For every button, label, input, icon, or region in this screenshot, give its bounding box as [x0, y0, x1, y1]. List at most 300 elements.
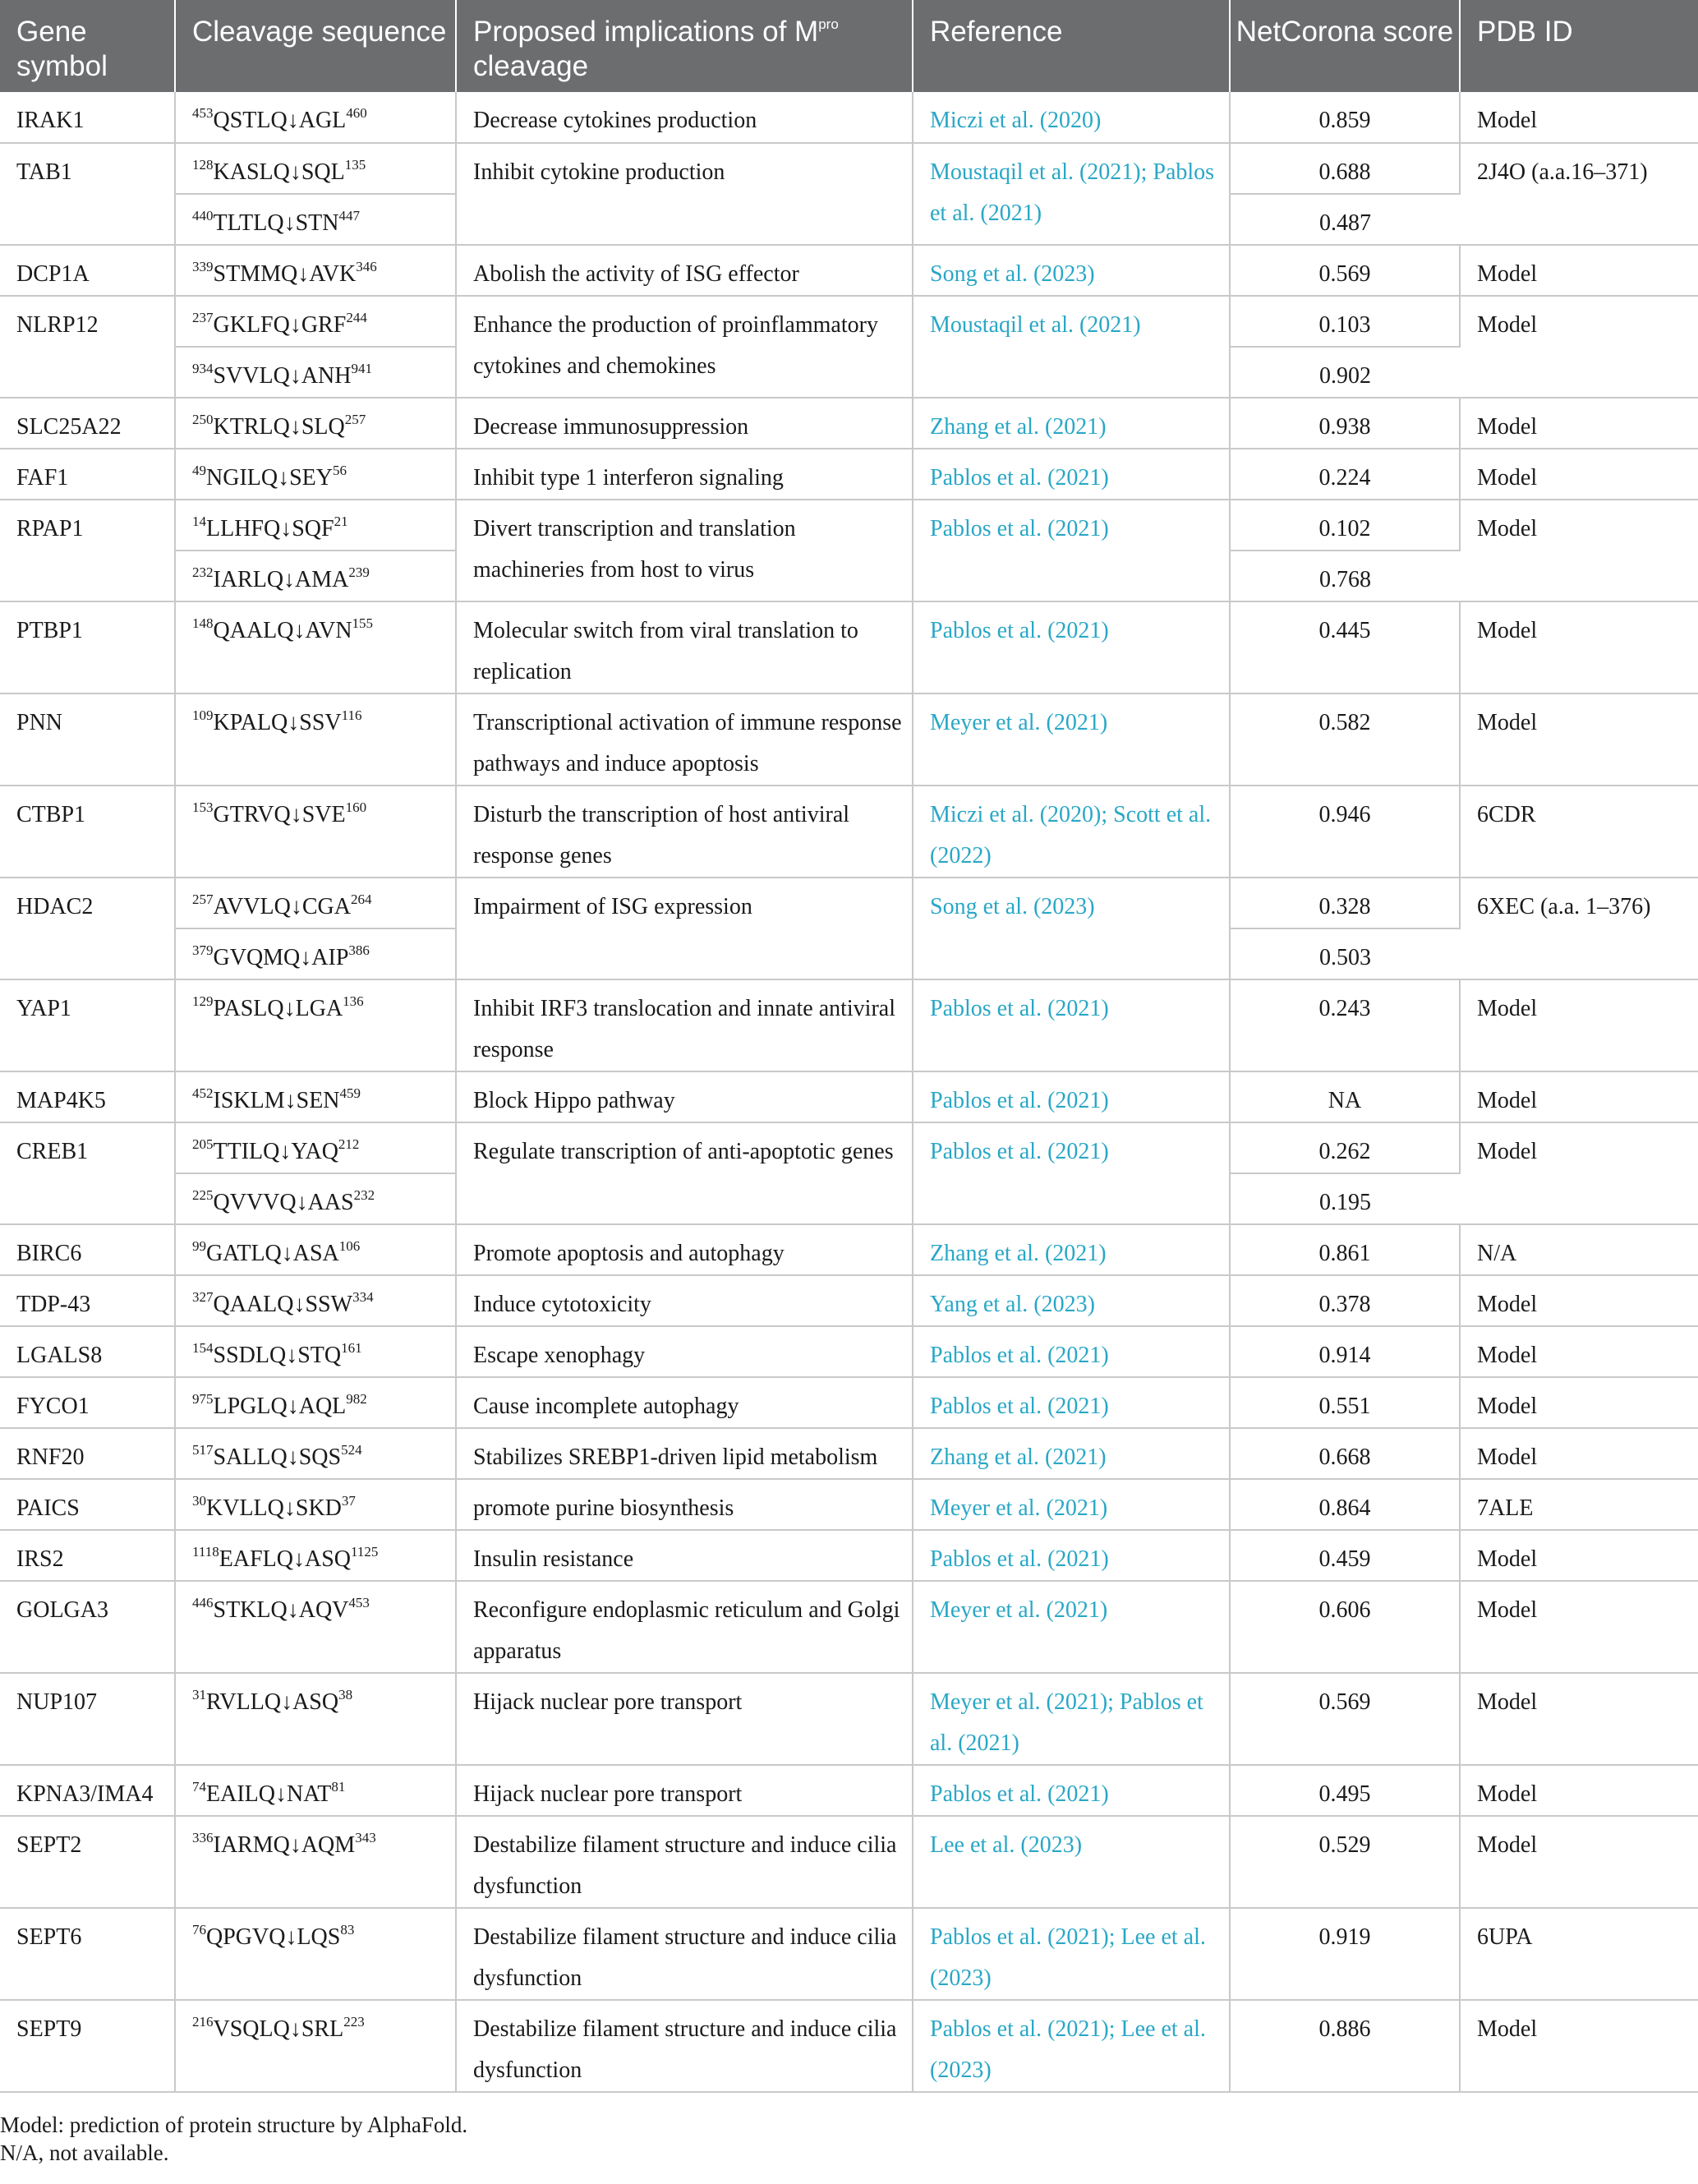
implication-cell: Escape xenophagy — [456, 1326, 913, 1377]
cleavage-site: GVQMQ↓AIP — [213, 945, 349, 970]
gene-symbol-cell: KPNA3/IMA4 — [0, 1765, 175, 1816]
end-position: 257 — [344, 411, 366, 427]
end-position: 524 — [341, 1441, 362, 1458]
implication-cell: Cause incomplete autophagy — [456, 1377, 913, 1428]
cleavage-sequence-cell — [175, 449, 456, 500]
header-implications: Proposed implications of $M^{pro}$ cleavage — [456, 0, 913, 92]
reference-cell: Zhang et al. (2021) — [913, 1428, 1230, 1479]
gene-symbol-cell: SEPT6 — [0, 1908, 175, 2000]
table-row — [0, 786, 1698, 878]
cleavage-site: EAILQ↓NAT — [206, 1781, 332, 1807]
cleavage-sequence-cell — [175, 194, 456, 245]
pdb-id-cell: Model — [1460, 2000, 1698, 2092]
start-position: 975 — [192, 1390, 214, 1407]
netcorona-score-cell: 0.459 — [1230, 1530, 1460, 1581]
gene-symbol-cell: NUP107 — [0, 1673, 175, 1765]
gene-symbol-cell: SLC25A22 — [0, 398, 175, 449]
cleavage-site: QAALQ↓SSW — [213, 1292, 353, 1317]
end-position: 83 — [340, 1921, 355, 1937]
cleavage-site: QVVVQ↓AAS — [213, 1190, 354, 1215]
cleavage-site: KASLQ↓SQL — [213, 159, 345, 185]
cleavage-site: GTRVQ↓SVE — [213, 802, 346, 827]
start-position: 49 — [192, 462, 206, 478]
table-row — [0, 1479, 1698, 1530]
pdb-id-cell: Model — [1460, 693, 1698, 786]
end-position: 386 — [348, 942, 370, 958]
start-position: 148 — [192, 615, 214, 631]
gene-symbol-cell: NLRP12 — [0, 296, 175, 398]
start-position: 30 — [192, 1492, 206, 1509]
netcorona-score-cell: 0.529 — [1230, 1816, 1460, 1908]
implication-cell: Enhance the production of proinflammatory cytokines and chemokines — [456, 296, 913, 398]
start-position: 154 — [192, 1339, 214, 1356]
gene-symbol-cell: RNF20 — [0, 1428, 175, 1479]
reference-cell: Pablos et al. (2021) — [913, 979, 1230, 1071]
table-row — [0, 1275, 1698, 1326]
end-position: 161 — [341, 1339, 362, 1356]
netcorona-score-cell: 0.768 — [1230, 551, 1460, 601]
cleavage-sequence-cell — [175, 1122, 456, 1173]
implication-cell: Destabilize filament structure and induce cilia dysfunction — [456, 1816, 913, 1908]
start-position: 257 — [192, 891, 214, 907]
cleavage-sequence-cell — [175, 1326, 456, 1377]
implication-cell: Abolish the activity of ISG effector — [456, 245, 913, 296]
header-gene-symbol: Gene symbol — [0, 0, 175, 92]
start-position: 225 — [192, 1186, 214, 1203]
gene-symbol-cell: PTBP1 — [0, 601, 175, 693]
end-position: 447 — [338, 207, 360, 223]
end-position: 244 — [346, 309, 367, 325]
implication-cell: Block Hippo pathway — [456, 1071, 913, 1122]
cleavage-sequence-cell — [175, 1173, 456, 1224]
cleavage-sequence-cell — [175, 1673, 456, 1765]
netcorona-score-cell: 0.103 — [1230, 296, 1460, 347]
start-position: 446 — [192, 1594, 214, 1610]
end-position: 212 — [338, 1136, 360, 1152]
netcorona-score-cell: 0.195 — [1230, 1173, 1460, 1224]
pdb-id-cell: 2J4O (a.a.16–371) — [1460, 143, 1698, 245]
cleavage-site: KVLLQ↓SKD — [206, 1495, 342, 1521]
pdb-id-cell: Model — [1460, 1530, 1698, 1581]
implication-cell: Insulin resistance — [456, 1530, 913, 1581]
end-position: 453 — [348, 1594, 370, 1610]
gene-symbol-cell: IRS2 — [0, 1530, 175, 1581]
end-position: 135 — [344, 156, 366, 173]
reference-cell: Pablos et al. (2021) — [913, 1377, 1230, 1428]
gene-symbol-cell: SEPT9 — [0, 2000, 175, 2092]
table-row — [0, 449, 1698, 500]
header-row — [0, 0, 1698, 92]
cleavage-sequence-cell — [175, 143, 456, 194]
table-row — [0, 500, 1698, 551]
cleavage-site: NGILQ↓SEY — [206, 465, 333, 491]
cleavage-site: STKLQ↓AQV — [213, 1597, 349, 1623]
cleavage-site: TLTLQ↓STN — [213, 210, 339, 236]
netcorona-score-cell: 0.861 — [1230, 1224, 1460, 1275]
pdb-id-cell: Model — [1460, 601, 1698, 693]
reference-cell: Pablos et al. (2021) — [913, 1765, 1230, 1816]
pdb-id-cell: Model — [1460, 398, 1698, 449]
reference-cell: Meyer et al. (2021) — [913, 1479, 1230, 1530]
reference-cell: Meyer et al. (2021) — [913, 1581, 1230, 1673]
cleavage-site: LLHFQ↓SQF — [206, 516, 334, 541]
cleavage-sequence-cell — [175, 551, 456, 601]
netcorona-score-cell: 0.886 — [1230, 2000, 1460, 2092]
netcorona-score-cell: 0.938 — [1230, 398, 1460, 449]
header-netcorona-score: NetCorona score — [1230, 0, 1460, 92]
netcorona-score-cell: 0.688 — [1230, 143, 1460, 194]
netcorona-score-cell: 0.582 — [1230, 693, 1460, 786]
cleavage-sequence-cell — [175, 1071, 456, 1122]
netcorona-score-cell: 0.102 — [1230, 500, 1460, 551]
netcorona-score-cell: 0.495 — [1230, 1765, 1460, 1816]
implication-cell: Transcriptional activation of immune response pathways and induce apoptosis — [456, 693, 913, 786]
gene-symbol-cell: YAP1 — [0, 979, 175, 1071]
end-position: 343 — [355, 1829, 376, 1845]
table-row — [0, 878, 1698, 928]
pdb-id-cell: Model — [1460, 1673, 1698, 1765]
table-row — [0, 245, 1698, 296]
reference-cell: Pablos et al. (2021) — [913, 1122, 1230, 1224]
gene-symbol-cell: CREB1 — [0, 1122, 175, 1224]
table-row — [0, 1377, 1698, 1428]
cleavage-sequence-cell — [175, 979, 456, 1071]
cleavage-site: PASLQ↓LGA — [213, 996, 343, 1021]
implication-cell: Disturb the transcription of host antiviral response genes — [456, 786, 913, 878]
cleavage-site: EAFLQ↓ASQ — [219, 1546, 351, 1572]
netcorona-score-cell: 0.914 — [1230, 1326, 1460, 1377]
reference-cell: Miczi et al. (2020); Scott et al. (2022) — [913, 786, 1230, 878]
start-position: 339 — [192, 258, 214, 274]
pdb-id-cell: Model — [1460, 1428, 1698, 1479]
gene-symbol-cell: RPAP1 — [0, 500, 175, 601]
end-position: 136 — [343, 993, 364, 1009]
netcorona-score-cell: NA — [1230, 1071, 1460, 1122]
netcorona-score-cell: 0.445 — [1230, 601, 1460, 693]
gene-symbol-cell: FAF1 — [0, 449, 175, 500]
start-position: 14 — [192, 513, 206, 529]
pdb-id-cell: Model — [1460, 1377, 1698, 1428]
table-row — [0, 1816, 1698, 1908]
gene-symbol-cell: PAICS — [0, 1479, 175, 1530]
cleavage-sequence-cell — [175, 1765, 456, 1816]
cleavage-site: SVVLQ↓ANH — [213, 363, 352, 389]
netcorona-score-cell: 0.864 — [1230, 1479, 1460, 1530]
cleavage-site: ISKLM↓SEN — [213, 1088, 340, 1113]
implication-cell: Destabilize filament structure and induce cilia dysfunction — [456, 1908, 913, 2000]
table-row — [0, 143, 1698, 194]
pdb-id-cell: Model — [1460, 1765, 1698, 1816]
netcorona-score-cell: 0.946 — [1230, 786, 1460, 878]
table-body — [0, 92, 1698, 2092]
gene-symbol-cell: LGALS8 — [0, 1326, 175, 1377]
cleavage-sequence-cell — [175, 1581, 456, 1673]
netcorona-score-cell: 0.919 — [1230, 1908, 1460, 2000]
end-position: 1125 — [350, 1543, 379, 1560]
reference-cell: Pablos et al. (2021); Lee et al. (2023) — [913, 2000, 1230, 2092]
reference-cell: Meyer et al. (2021) — [913, 693, 1230, 786]
start-position: 129 — [192, 993, 214, 1009]
cleavage-sequence-cell — [175, 1377, 456, 1428]
implication-cell: Promote apoptosis and autophagy — [456, 1224, 913, 1275]
cleavage-sequence-cell — [175, 347, 456, 398]
implication-cell: Inhibit cytokine production — [456, 143, 913, 245]
cleavage-sequence-cell — [175, 1479, 456, 1530]
cleavage-sequence-cell — [175, 500, 456, 551]
end-position: 239 — [348, 564, 370, 580]
reference-cell: Lee et al. (2023) — [913, 1816, 1230, 1908]
cleavage-site: GATLQ↓ASA — [206, 1241, 339, 1266]
pdb-id-cell: Model — [1460, 1071, 1698, 1122]
start-position: 216 — [192, 2013, 214, 2030]
start-position: 74 — [192, 1778, 206, 1795]
pdb-id-cell: Model — [1460, 1326, 1698, 1377]
table-row — [0, 1326, 1698, 1377]
start-position: 232 — [192, 564, 214, 580]
cleavage-sequence-cell — [175, 693, 456, 786]
implication-cell: Hijack nuclear pore transport — [456, 1673, 913, 1765]
netcorona-score-cell: 0.224 — [1230, 449, 1460, 500]
pdb-id-cell: Model — [1460, 1816, 1698, 1908]
table-row — [0, 1673, 1698, 1765]
gene-symbol-cell: DCP1A — [0, 245, 175, 296]
gene-symbol-cell: IRAK1 — [0, 92, 175, 143]
pdb-id-cell: Model — [1460, 1122, 1698, 1224]
cleavage-sequence-cell — [175, 1428, 456, 1479]
reference-cell: Zhang et al. (2021) — [913, 1224, 1230, 1275]
netcorona-score-cell: 0.378 — [1230, 1275, 1460, 1326]
cleavage-sequence-cell — [175, 786, 456, 878]
gene-symbol-cell: GOLGA3 — [0, 1581, 175, 1673]
implication-cell: Decrease cytokines production — [456, 92, 913, 143]
reference-cell: Zhang et al. (2021) — [913, 398, 1230, 449]
end-position: 106 — [338, 1237, 361, 1254]
gene-symbol-cell: PNN — [0, 693, 175, 786]
netcorona-score-cell: 0.859 — [1230, 92, 1460, 143]
cleavage-sequence-cell — [175, 1816, 456, 1908]
table-row — [0, 1530, 1698, 1581]
cleavage-sequence-cell — [175, 2000, 456, 2092]
start-position: 31 — [192, 1686, 206, 1703]
netcorona-score-cell: 0.668 — [1230, 1428, 1460, 1479]
netcorona-score-cell: 0.569 — [1230, 245, 1460, 296]
table-row — [0, 92, 1698, 143]
cleavage-site: STMMQ↓AVK — [213, 261, 357, 287]
end-position: 941 — [351, 360, 372, 376]
cleavage-sequence-cell — [175, 92, 456, 143]
implication-cell: Hijack nuclear pore transport — [456, 1765, 913, 1816]
gene-symbol-cell: TDP-43 — [0, 1275, 175, 1326]
gene-symbol-cell: HDAC2 — [0, 878, 175, 979]
netcorona-score-cell: 0.328 — [1230, 878, 1460, 928]
cleavage-sequence-cell — [175, 1275, 456, 1326]
start-position: 934 — [192, 360, 214, 376]
header-pdb-id: PDB ID — [1460, 0, 1698, 92]
netcorona-score-cell: 0.902 — [1230, 347, 1460, 398]
gene-symbol-cell: TAB1 — [0, 143, 175, 245]
start-position: 250 — [192, 411, 214, 427]
end-position: 346 — [356, 258, 377, 274]
netcorona-score-cell: 0.262 — [1230, 1122, 1460, 1173]
pdb-id-cell: Model — [1460, 92, 1698, 143]
end-position: 81 — [331, 1778, 346, 1795]
start-position: 1118 — [192, 1543, 219, 1560]
start-position: 237 — [192, 309, 214, 325]
table-row — [0, 1224, 1698, 1275]
implication-cell: Reconfigure endoplasmic reticulum and Golgi apparatus — [456, 1581, 913, 1673]
implication-cell: Regulate transcription of anti-apoptotic genes — [456, 1122, 913, 1224]
cleavage-site: VSQLQ↓SRL — [213, 2016, 344, 2042]
table-row — [0, 1122, 1698, 1173]
netcorona-score-cell: 0.551 — [1230, 1377, 1460, 1428]
reference-cell: Pablos et al. (2021) — [913, 449, 1230, 500]
cleavage-site: KPALQ↓SSV — [213, 710, 342, 735]
cleavage-site: IARMQ↓AQM — [213, 1832, 356, 1858]
pdb-id-cell: Model — [1460, 245, 1698, 296]
implication-cell: Destabilize filament structure and induce cilia dysfunction — [456, 2000, 913, 2092]
gene-symbol-cell: BIRC6 — [0, 1224, 175, 1275]
cleavage-sequence-cell — [175, 878, 456, 928]
cleavage-site: SSDLQ↓STQ — [213, 1343, 342, 1368]
start-position: 76 — [192, 1921, 206, 1937]
implication-cell: promote purine biosynthesis — [456, 1479, 913, 1530]
reference-cell: Song et al. (2023) — [913, 878, 1230, 979]
cleavage-sequence-cell — [175, 1908, 456, 2000]
cleavage-sequence-cell — [175, 398, 456, 449]
pdb-id-cell: N/A — [1460, 1224, 1698, 1275]
reference-cell: Pablos et al. (2021) — [913, 1071, 1230, 1122]
cleavage-site: KTRLQ↓SLQ — [213, 414, 345, 440]
cleavage-sequence-cell — [175, 601, 456, 693]
table-row — [0, 2000, 1698, 2092]
gene-symbol-cell: SEPT2 — [0, 1816, 175, 1908]
table-row — [0, 1581, 1698, 1673]
start-position: 336 — [192, 1829, 214, 1845]
gene-symbol-cell: CTBP1 — [0, 786, 175, 878]
footnote-model: Model: prediction of protein structure by AlphaFold. — [0, 2113, 468, 2137]
reference-cell: Pablos et al. (2021); Lee et al. (2023) — [913, 1908, 1230, 2000]
gene-symbol-cell: FYCO1 — [0, 1377, 175, 1428]
implication-cell: Impairment of ISG expression — [456, 878, 913, 979]
cleavage-sequence-cell — [175, 296, 456, 347]
start-position: 109 — [192, 707, 214, 723]
reference-cell: Yang et al. (2023) — [913, 1275, 1230, 1326]
implication-cell: Molecular switch from viral translation to replication — [456, 601, 913, 693]
pdb-id-cell: 6XEC (a.a. 1–376) — [1460, 878, 1698, 979]
cleavage-site: SALLQ↓SQS — [213, 1444, 342, 1470]
implication-cell: Inhibit type 1 interferon signaling — [456, 449, 913, 500]
end-position: 459 — [339, 1085, 361, 1101]
start-position: 453 — [192, 104, 214, 121]
end-position: 460 — [346, 104, 367, 121]
reference-cell: Pablos et al. (2021) — [913, 1326, 1230, 1377]
footnote-na: N/A, not available. — [0, 2140, 169, 2165]
start-position: 440 — [192, 207, 214, 223]
cleavage-sequence-cell — [175, 1530, 456, 1581]
end-position: 982 — [346, 1390, 367, 1407]
end-position: 334 — [352, 1288, 374, 1305]
start-position: 205 — [192, 1136, 214, 1152]
netcorona-score-cell: 0.569 — [1230, 1673, 1460, 1765]
pdb-id-cell: Model — [1460, 1581, 1698, 1673]
reference-cell: Pablos et al. (2021) — [913, 1530, 1230, 1581]
start-position: 99 — [192, 1237, 206, 1254]
implication-cell: Divert transcription and translation machineries from host to virus — [456, 500, 913, 601]
reference-cell: Pablos et al. (2021) — [913, 601, 1230, 693]
table-row — [0, 1765, 1698, 1816]
reference-cell: Moustaqil et al. (2021); Pablos et al. (2021) — [913, 143, 1230, 245]
start-position: 327 — [192, 1288, 214, 1305]
start-position: 517 — [192, 1441, 214, 1458]
gene-symbol-cell: MAP4K5 — [0, 1071, 175, 1122]
pdb-id-cell: 7ALE — [1460, 1479, 1698, 1530]
start-position: 379 — [192, 942, 214, 958]
end-position: 155 — [352, 615, 374, 631]
reference-cell: Pablos et al. (2021) — [913, 500, 1230, 601]
table-row — [0, 1428, 1698, 1479]
table-row — [0, 296, 1698, 347]
cleavage-site: QPGVQ↓LQS — [206, 1924, 341, 1950]
end-position: 116 — [341, 707, 362, 723]
cleavage-site: GKLFQ↓GRF — [213, 312, 347, 338]
end-position: 160 — [345, 799, 367, 815]
pdb-id-cell: 6CDR — [1460, 786, 1698, 878]
cleavage-site: IARLQ↓AMA — [213, 567, 349, 592]
table-row — [0, 693, 1698, 786]
pdb-id-cell: Model — [1460, 500, 1698, 601]
end-position: 38 — [338, 1686, 353, 1703]
netcorona-score-cell: 0.606 — [1230, 1581, 1460, 1673]
pdb-id-cell: 6UPA — [1460, 1908, 1698, 2000]
header-reference: Reference — [913, 0, 1230, 92]
table-row — [0, 398, 1698, 449]
end-position: 232 — [353, 1186, 375, 1203]
cleavage-sequence-cell — [175, 245, 456, 296]
table-row — [0, 979, 1698, 1071]
reference-cell: Moustaqil et al. (2021) — [913, 296, 1230, 398]
cleavage-site: AVVLQ↓CGA — [213, 894, 351, 919]
cleavage-sequence-cell — [175, 1224, 456, 1275]
cleavage-site: QSTLQ↓AGL — [213, 108, 347, 133]
cleavage-site: RVLLQ↓ASQ — [206, 1689, 339, 1715]
reference-cell: Song et al. (2023) — [913, 245, 1230, 296]
netcorona-score-cell: 0.243 — [1230, 979, 1460, 1071]
reference-cell: Meyer et al. (2021); Pablos et al. (2021) — [913, 1673, 1230, 1765]
reference-cell: Miczi et al. (2020) — [913, 92, 1230, 143]
table-row — [0, 1071, 1698, 1122]
start-position: 153 — [192, 799, 214, 815]
implication-cell: Decrease immunosuppression — [456, 398, 913, 449]
pdb-id-cell: Model — [1460, 449, 1698, 500]
table-row — [0, 1908, 1698, 2000]
implication-cell: Stabilizes SREBP1-driven lipid metabolism — [456, 1428, 913, 1479]
pdb-id-cell: Model — [1460, 296, 1698, 398]
end-position: 264 — [351, 891, 372, 907]
end-position: 223 — [343, 2013, 365, 2030]
cleavage-sequence-cell — [175, 928, 456, 979]
end-position: 56 — [333, 462, 347, 478]
pdb-id-cell: Model — [1460, 1275, 1698, 1326]
cleavage-site: TTILQ↓YAQ — [213, 1139, 338, 1164]
header-cleavage-sequence: Cleavage sequence — [175, 0, 456, 92]
implication-cell: Induce cytotoxicity — [456, 1275, 913, 1326]
table-row — [0, 601, 1698, 693]
end-position: 21 — [334, 513, 348, 529]
start-position: 452 — [192, 1085, 214, 1101]
implication-cell: Inhibit IRF3 translocation and innate antiviral response — [456, 979, 913, 1071]
start-position: 128 — [192, 156, 214, 173]
netcorona-score-cell: 0.503 — [1230, 928, 1460, 979]
